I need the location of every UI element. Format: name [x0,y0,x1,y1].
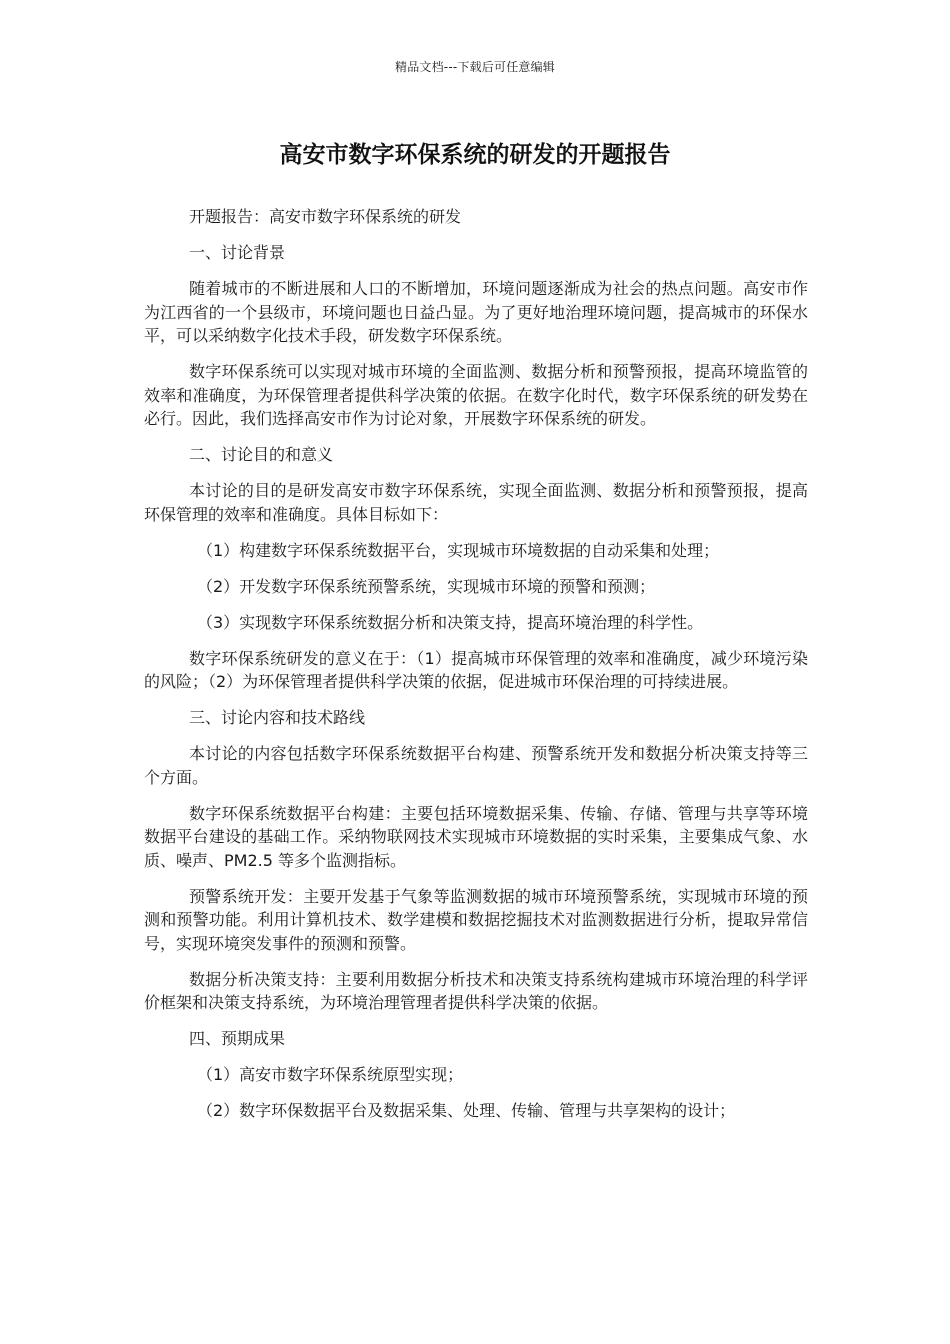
body-paragraph: 预警系统开发：主要开发基于气象等监测数据的城市环境预警系统，实现城市环境的预测和预警功能。利用计算机技术、数学建模和数据挖掘技术对监测数据进行分析，提取异常信号，实现环境突发事件的预测和预警。 [144,886,808,953]
list-item: （1）高安市数字环保系统原型实现； [197,1065,464,1084]
list-item: （2）开发数字环保系统预警系统，实现城市环境的预警和预测； [197,576,656,596]
section-heading-background: 一、讨论背景 [189,243,286,262]
list-item: （2）数字环保数据平台及数据采集、处理、传输、管理与共享架构的设计； [197,1101,736,1120]
body-paragraph: 数字环保系统数据平台构建：主要包括环境数据采集、传输、存储、管理与共享等环境数据平台建设的基础工作。采纳物联网技术实现城市环境数据的实时采集，主要集成气象、水质、噪声、PM2.5 等多个监测指标。 [144,803,808,870]
body-paragraph: 本讨论的目的是研发高安市数字环保系统，实现全面监测、数据分析和预警预报，提高环保管理的效率和准确度。具体目标如下： [144,481,808,524]
list-item: （3）实现数字环保系统数据分析和决策支持，提高环境治理的科学性。 [197,612,704,632]
list-item: （1）构建数字环保系统数据平台，实现城市环境数据的自动采集和处理； [197,540,720,560]
section-heading-results: 四、预期成果 [189,1029,286,1048]
section-heading-content: 三、讨论内容和技术路线 [189,708,366,727]
intro-paragraph: 开题报告：高安市数字环保系统的研发 [189,207,462,226]
body-paragraph: 随着城市的不断进展和人口的不断增加，环境问题逐渐成为社会的热点问题。高安市作为江西省的一个县级市，环境问题也日益凸显。为了更好地治理环境问题，提高城市的环保水平，可以采纳数字化技术手段，研发数字环保系统。 [144,279,808,345]
section-heading-purpose: 二、讨论目的和意义 [189,445,334,464]
page-header-note: 精品文档---下载后可任意编辑 [395,60,555,74]
body-paragraph: 数据分析决策支持：主要利用数据分析技术和决策支持系统构建城市环境治理的科学评价框架和决策支持系统，为环境治理管理者提供科学决策的依据。 [144,969,808,1012]
document-body [144,205,808,1135]
body-paragraph: 数字环保系统可以实现对城市环境的全面监测、数据分析和预警预报，提高环境监管的效率和准确度，为环保管理者提供科学决策的依据。在数字化时代，数字环保系统的研发势在必行。因此，我们选择高安市作为讨论对象，开展数字环保系统的研发。 [144,362,808,428]
document-title: 高安市数字环保系统的研发的开题报告 [279,142,671,168]
body-paragraph: 本讨论的内容包括数字环保系统数据平台构建、预警系统开发和数据分析决策支持等三个方面。 [144,744,808,787]
body-paragraph: 数字环保系统研发的意义在于：（1）提高城市环保管理的效率和准确度，减少环境污染的风险；（2）为环保管理者提供科学决策的依据，促进城市环保治理的可持续进展。 [144,648,808,691]
